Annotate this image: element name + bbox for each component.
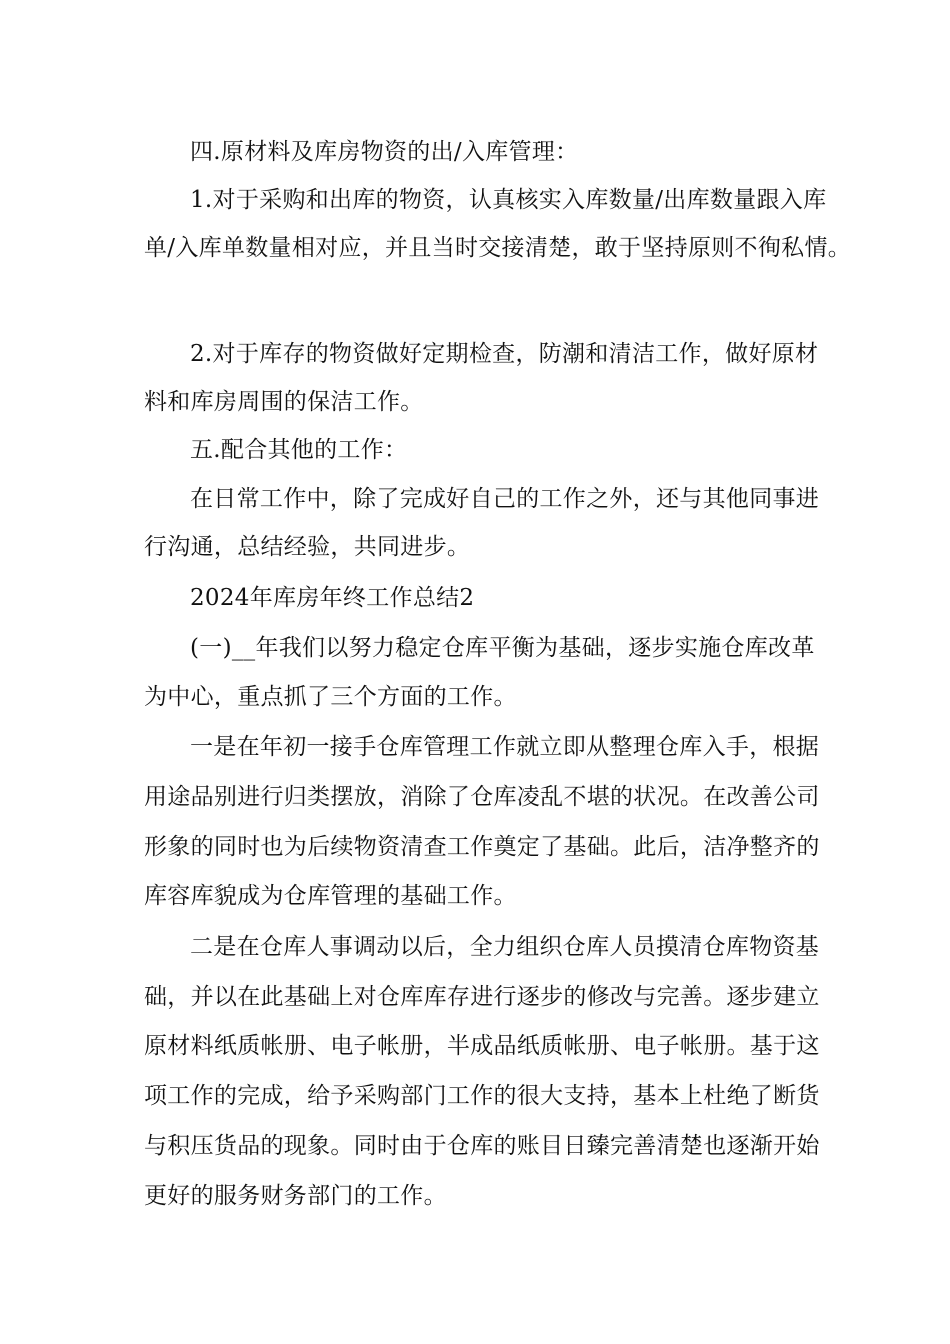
paragraph-line: 更好的服务财务部门的工作。 — [144, 1183, 447, 1209]
section-heading-5: 五.配合其他的工作： — [190, 437, 408, 463]
paragraph-line: 2.对于库存的物资做好定期检查，防潮和清洁工作，做好原材 — [190, 341, 819, 367]
paragraph-line: 用途品别进行归类摆放，消除了仓库凌乱不堪的状况。在改善公司 — [144, 784, 820, 810]
paragraph-line: 行沟通，总结经验，共同进步。 — [144, 534, 471, 560]
paragraph-line: 1.对于采购和出库的物资，认真核实入库数量/出库数量跟入库 — [190, 187, 827, 213]
paragraph-line: 为中心，重点抓了三个方面的工作。 — [144, 684, 517, 710]
paragraph-line: 单/入库单数量相对应，并且当时交接清楚，敢于坚持原则不徇私情。 — [144, 235, 852, 261]
paragraph-line: 与积压货品的现象。同时由于仓库的账目日臻完善清楚也逐渐开始 — [144, 1133, 820, 1159]
paragraph-line: 项工作的完成，给予采购部门工作的很大支持，基本上杜绝了断货 — [144, 1083, 820, 1109]
paragraph-line: 原材料纸质帐册、电子帐册，半成品纸质帐册、电子帐册。基于这 — [144, 1033, 820, 1059]
paragraph-line: 库容库貌成为仓库管理的基础工作。 — [144, 883, 517, 909]
paragraph-line: 形象的同时也为后续物资清查工作奠定了基础。此后，洁净整齐的 — [144, 834, 820, 860]
document-title: 2024年库房年终工作总结2 — [190, 585, 475, 611]
paragraph-line: 一是在年初一接手仓库管理工作就立即从整理仓库入手，根据 — [190, 734, 820, 760]
paragraph-line: 在日常工作中，除了完成好自己的工作之外，还与其他同事进 — [190, 486, 820, 512]
paragraph-line: 二是在仓库人事调动以后，全力组织仓库人员摸清仓库物资基 — [190, 934, 820, 960]
paragraph-line: 料和库房周围的保洁工作。 — [144, 389, 424, 415]
paragraph-line: (一)__年我们以努力稳定仓库平衡为基础，逐步实施仓库改革 — [190, 635, 815, 661]
paragraph-line: 础，并以在此基础上对仓库库存进行逐步的修改与完善。逐步建立 — [144, 984, 820, 1010]
section-heading-4: 四.原材料及库房物资的出/入库管理： — [190, 139, 579, 165]
